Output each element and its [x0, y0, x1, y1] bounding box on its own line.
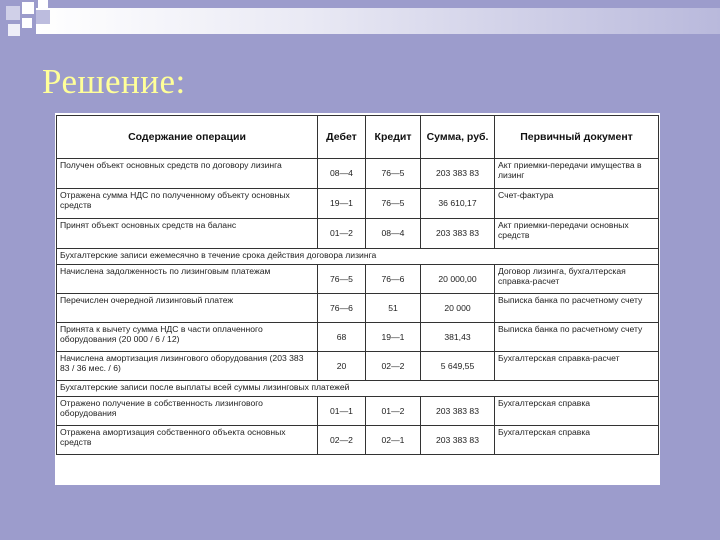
section-heading: Бухгалтерские записи после выплаты всей суммы лизинговых платежей: [57, 381, 659, 397]
cell-amount: 381,43: [421, 323, 495, 352]
cell-amount: 203 383 83: [421, 426, 495, 455]
header-debit: Дебет: [318, 116, 366, 159]
cell-credit: 76—5: [366, 159, 421, 189]
cell-debit: 19—1: [318, 189, 366, 219]
table-header-row: [57, 116, 659, 159]
section-row: [57, 381, 659, 397]
cell-operation: Получен объект основных средств по договору лизинга: [57, 159, 318, 189]
cell-debit: 02—2: [318, 426, 366, 455]
cell-credit: 08—4: [366, 219, 421, 249]
table-row: [57, 219, 659, 249]
cell-document: Бухгалтерская справка-расчет: [495, 352, 659, 381]
table-row: [57, 352, 659, 381]
cell-debit: 08—4: [318, 159, 366, 189]
cell-document: Бухгалтерская справка: [495, 397, 659, 426]
section-row: [57, 249, 659, 265]
cell-operation: Начислена амортизация лизингового оборудования (203 383 83 / 36 мес. / 6): [57, 352, 318, 381]
cell-operation: Принята к вычету сумма НДС в части оплаченного оборудования (20 000 / 6 / 12): [57, 323, 318, 352]
cell-amount: 203 383 83: [421, 219, 495, 249]
cell-debit: 68: [318, 323, 366, 352]
cell-debit: 76—6: [318, 294, 366, 323]
cell-debit: 01—1: [318, 397, 366, 426]
cell-operation: Перечислен очередной лизинговый платеж: [57, 294, 318, 323]
cell-operation: Принят объект основных средств на баланс: [57, 219, 318, 249]
table-row: [57, 397, 659, 426]
cell-operation: Начислена задолженность по лизинговым платежам: [57, 265, 318, 294]
cell-debit: 76—5: [318, 265, 366, 294]
cell-amount: 20 000: [421, 294, 495, 323]
cell-amount: 203 383 83: [421, 397, 495, 426]
table-row: [57, 294, 659, 323]
table-row: [57, 189, 659, 219]
cell-debit: 01—2: [318, 219, 366, 249]
cell-debit: 20: [318, 352, 366, 381]
table-row: [57, 265, 659, 294]
cell-credit: 19—1: [366, 323, 421, 352]
table-row: [57, 323, 659, 352]
table-row: [57, 426, 659, 455]
accounting-entries-document: [55, 113, 660, 485]
top-decorative-bar: [36, 8, 720, 34]
header-operation: Содержание операции: [57, 116, 318, 159]
cell-credit: 02—2: [366, 352, 421, 381]
cell-document: Акт приемки-передачи имущества в лизинг: [495, 159, 659, 189]
table-row: [57, 159, 659, 189]
cell-operation: Отражена сумма НДС по полученному объекту основных средств: [57, 189, 318, 219]
cell-amount: 203 383 83: [421, 159, 495, 189]
cell-credit: 02—1: [366, 426, 421, 455]
cell-document: Выписка банка по расчетному счету: [495, 323, 659, 352]
cell-document: Счет-фактура: [495, 189, 659, 219]
cell-credit: 01—2: [366, 397, 421, 426]
cell-credit: 51: [366, 294, 421, 323]
cell-amount: 20 000,00: [421, 265, 495, 294]
cell-credit: 76—5: [366, 189, 421, 219]
accounting-entries-table: [56, 115, 659, 455]
cell-document: Бухгалтерская справка: [495, 426, 659, 455]
cell-document: Акт приемки-передачи основных средств: [495, 219, 659, 249]
cell-amount: 5 649,55: [421, 352, 495, 381]
header-amount: Сумма, руб.: [421, 116, 495, 159]
cell-document: Выписка банка по расчетному счету: [495, 294, 659, 323]
header-primary-document: Первичный документ: [495, 116, 659, 159]
cell-document: Договор лизинга, бухгалтерская справка-расчет: [495, 265, 659, 294]
cell-credit: 76—6: [366, 265, 421, 294]
slide-title: Решение:: [42, 62, 186, 101]
cell-amount: 36 610,17: [421, 189, 495, 219]
corner-squares-decoration: [0, 0, 90, 40]
cell-operation: Отражено получение в собственность лизингового оборудования: [57, 397, 318, 426]
cell-operation: Отражена амортизация собственного объекта основных средств: [57, 426, 318, 455]
header-credit: Кредит: [366, 116, 421, 159]
section-heading: Бухгалтерские записи ежемесячно в течение срока действия договора лизинга: [57, 249, 659, 265]
